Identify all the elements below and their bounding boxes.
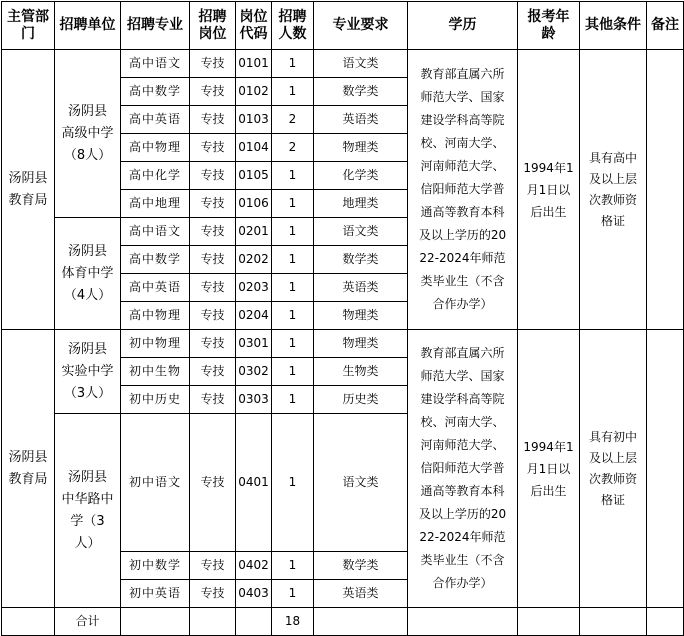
- code-cell-text: 0401: [238, 475, 269, 489]
- unit-cell: [55, 50, 121, 218]
- table-row: [2, 330, 684, 358]
- code-cell: [236, 358, 272, 386]
- count-cell: [272, 246, 314, 274]
- total-empty: [314, 608, 408, 636]
- total-count: [272, 608, 314, 636]
- total-empty: [236, 608, 272, 636]
- post-cell: [190, 218, 236, 246]
- major-cell-text: 初中物理: [128, 336, 181, 350]
- header-unit: 招聘单位: [55, 2, 121, 50]
- count-cell-text: 1: [288, 196, 297, 210]
- major-cell-text: 初中英语: [128, 586, 181, 600]
- req-cell-text: 化学类: [342, 168, 379, 182]
- unit-cell-text: 汤阴县 中华路中 学（3 人）: [61, 469, 114, 551]
- major-cell-text: 高中英语: [128, 112, 181, 126]
- req-cell-text: 数学类: [342, 84, 379, 98]
- count-cell: [272, 414, 314, 552]
- post-cell-text: 专技: [200, 336, 225, 350]
- req-cell-text: 语文类: [342, 56, 379, 70]
- header-age: 报考年 龄: [518, 2, 580, 50]
- req-cell: [314, 302, 408, 330]
- post-cell-text: 专技: [200, 252, 225, 266]
- post-cell-text: 专技: [200, 280, 225, 294]
- req-cell: [314, 552, 408, 580]
- other-cell-text: 具有高中 及以上层 次教师资 格证: [588, 150, 637, 228]
- recruitment-table: [1, 1, 684, 636]
- age-cell: [518, 330, 580, 608]
- count-cell: [272, 162, 314, 190]
- req-cell-text: 物理类: [342, 336, 379, 350]
- code-cell: [236, 246, 272, 274]
- other-cell-text: 具有初中 及以上层 次教师资 格证: [588, 429, 637, 507]
- note-cell: [647, 330, 684, 608]
- dept-cell-text: 汤阴县 教育局: [8, 170, 48, 208]
- major-cell: [121, 358, 190, 386]
- code-cell-text: 0106: [238, 196, 269, 210]
- post-cell: [190, 330, 236, 358]
- count-cell: [272, 302, 314, 330]
- count-cell-text: 1: [288, 475, 297, 489]
- post-cell-text: 专技: [200, 392, 225, 406]
- count-cell-text: 1: [288, 364, 297, 378]
- total-label-text: 合计: [75, 614, 100, 628]
- count-cell-text: 1: [288, 308, 297, 322]
- code-cell: [236, 552, 272, 580]
- major-cell: [121, 246, 190, 274]
- req-cell-text: 语文类: [342, 475, 379, 489]
- age-cell-text: 1994年1 月1日以 后出生: [523, 160, 574, 219]
- other-cell: [580, 50, 647, 330]
- count-cell-text: 1: [288, 224, 297, 238]
- dept-cell: [2, 330, 55, 608]
- req-cell: [314, 246, 408, 274]
- header-count: 招聘 人数: [272, 2, 314, 50]
- code-cell-text: 0105: [238, 168, 269, 182]
- code-cell: [236, 274, 272, 302]
- req-cell: [314, 50, 408, 78]
- major-cell: [121, 274, 190, 302]
- education-cell: [408, 50, 518, 330]
- post-cell: [190, 106, 236, 134]
- count-cell: [272, 190, 314, 218]
- unit-cell: [55, 218, 121, 330]
- count-cell: [272, 274, 314, 302]
- post-cell: [190, 580, 236, 608]
- count-cell-text: 1: [288, 558, 297, 572]
- major-cell-text: 初中生物: [128, 364, 181, 378]
- total-empty: [2, 608, 55, 636]
- header-code: 岗位 代码: [236, 2, 272, 50]
- major-cell-text: 高中英语: [128, 280, 181, 294]
- req-cell: [314, 218, 408, 246]
- count-cell: [272, 386, 314, 414]
- code-cell: [236, 386, 272, 414]
- req-cell: [314, 78, 408, 106]
- post-cell-text: 专技: [200, 308, 225, 322]
- req-cell: [314, 358, 408, 386]
- count-cell-text: 1: [288, 280, 297, 294]
- major-cell: [121, 218, 190, 246]
- dept-cell-text: 汤阴县 教育局: [8, 449, 48, 487]
- code-cell: [236, 302, 272, 330]
- req-cell: [314, 414, 408, 552]
- count-cell: [272, 330, 314, 358]
- header-post: 招聘 岗位: [190, 2, 236, 50]
- post-cell-text: 专技: [200, 84, 225, 98]
- code-cell: [236, 218, 272, 246]
- major-cell-text: 高中数学: [128, 252, 181, 266]
- age-cell: [518, 50, 580, 330]
- code-cell-text: 0302: [238, 364, 269, 378]
- code-cell: [236, 330, 272, 358]
- post-cell: [190, 274, 236, 302]
- req-cell-text: 数学类: [342, 252, 379, 266]
- major-cell: [121, 162, 190, 190]
- post-cell: [190, 190, 236, 218]
- note-cell: [647, 50, 684, 330]
- header-dept: 主管部 门: [2, 2, 55, 50]
- header-other: 其他条件: [580, 2, 647, 50]
- total-label: [55, 608, 121, 636]
- code-cell-text: 0301: [238, 336, 269, 350]
- header-edu: 学历: [408, 2, 518, 50]
- total-empty: [647, 608, 684, 636]
- major-cell: [121, 106, 190, 134]
- education-cell-text: 教育部直属六所 师范大学、国家 建设学科高等院 校、河南大学、 河南师范大学、 信阳师范大学普 通高等教育本科 及以上学历的20 22-2024年师范 类毕业生（不含 合作办学）: [418, 67, 507, 311]
- req-cell: [314, 386, 408, 414]
- major-cell-text: 高中物理: [128, 308, 181, 322]
- post-cell-text: 专技: [200, 586, 225, 600]
- major-cell: [121, 330, 190, 358]
- unit-cell: [55, 414, 121, 608]
- education-cell-text: 教育部直属六所 师范大学、国家 建设学科高等院 校、河南大学、 河南师范大学、 信阳师范大学普 通高等教育本科 及以上学历的20 22-2024年师范 类毕业生（不含 合作办学）: [418, 346, 507, 590]
- req-cell-text: 物理类: [342, 140, 379, 154]
- post-cell-text: 专技: [200, 364, 225, 378]
- req-cell: [314, 190, 408, 218]
- post-cell-text: 专技: [200, 168, 225, 182]
- req-cell-text: 数学类: [342, 558, 379, 572]
- req-cell-text: 英语类: [342, 586, 379, 600]
- major-cell: [121, 552, 190, 580]
- code-cell-text: 0103: [238, 112, 269, 126]
- major-cell-text: 高中语文: [128, 56, 181, 70]
- req-cell: [314, 580, 408, 608]
- post-cell: [190, 302, 236, 330]
- req-cell: [314, 106, 408, 134]
- unit-cell-text: 汤阴县 高级中学 （8人）: [61, 103, 114, 163]
- code-cell: [236, 414, 272, 552]
- dept-cell: [2, 50, 55, 330]
- major-cell-text: 高中语文: [128, 224, 181, 238]
- unit-cell: [55, 330, 121, 414]
- major-cell: [121, 386, 190, 414]
- code-cell-text: 0303: [238, 392, 269, 406]
- post-cell: [190, 134, 236, 162]
- count-cell-text: 1: [288, 392, 297, 406]
- header-note: 备注: [647, 2, 684, 50]
- post-cell: [190, 162, 236, 190]
- post-cell: [190, 358, 236, 386]
- post-cell-text: 专技: [200, 140, 225, 154]
- post-cell: [190, 386, 236, 414]
- header-major: 招聘专业: [121, 2, 190, 50]
- major-cell: [121, 50, 190, 78]
- major-cell: [121, 190, 190, 218]
- code-cell: [236, 134, 272, 162]
- count-cell: [272, 78, 314, 106]
- count-cell: [272, 552, 314, 580]
- major-cell: [121, 302, 190, 330]
- code-cell: [236, 78, 272, 106]
- code-cell: [236, 106, 272, 134]
- count-cell: [272, 218, 314, 246]
- post-cell: [190, 246, 236, 274]
- code-cell: [236, 50, 272, 78]
- req-cell: [314, 134, 408, 162]
- count-cell: [272, 580, 314, 608]
- table-row: [2, 50, 684, 78]
- post-cell: [190, 50, 236, 78]
- code-cell-text: 0102: [238, 84, 269, 98]
- total-empty: [518, 608, 580, 636]
- major-cell-text: 高中物理: [128, 140, 181, 154]
- count-cell-text: 1: [288, 586, 297, 600]
- code-cell-text: 0101: [238, 56, 269, 70]
- major-cell-text: 高中化学: [128, 168, 181, 182]
- education-cell: [408, 330, 518, 608]
- unit-cell-text: 汤阴县 体育中学 （4人）: [61, 243, 114, 303]
- post-cell-text: 专技: [200, 224, 225, 238]
- code-cell-text: 0402: [238, 558, 269, 572]
- code-cell-text: 0104: [238, 140, 269, 154]
- other-cell: [580, 330, 647, 608]
- code-cell-text: 0202: [238, 252, 269, 266]
- req-cell-text: 历史类: [342, 392, 379, 406]
- req-cell-text: 英语类: [342, 280, 379, 294]
- req-cell: [314, 274, 408, 302]
- post-cell: [190, 552, 236, 580]
- post-cell-text: 专技: [200, 112, 225, 126]
- post-cell-text: 专技: [200, 196, 225, 210]
- major-cell-text: 高中数学: [128, 84, 181, 98]
- post-cell-text: 专技: [200, 558, 225, 572]
- total-empty: [121, 608, 190, 636]
- total-row: [2, 608, 684, 636]
- post-cell-text: 专技: [200, 475, 225, 489]
- req-cell: [314, 162, 408, 190]
- major-cell: [121, 414, 190, 552]
- major-cell: [121, 78, 190, 106]
- count-cell-text: 1: [288, 168, 297, 182]
- req-cell-text: 英语类: [342, 112, 379, 126]
- count-cell-text: 1: [288, 336, 297, 350]
- count-cell-text: 1: [288, 56, 297, 70]
- count-cell-text: 2: [288, 112, 297, 126]
- count-cell: [272, 106, 314, 134]
- req-cell-text: 生物类: [342, 364, 379, 378]
- count-cell: [272, 358, 314, 386]
- post-cell-text: 专技: [200, 56, 225, 70]
- major-cell: [121, 580, 190, 608]
- major-cell-text: 高中地理: [128, 196, 181, 210]
- code-cell: [236, 190, 272, 218]
- total-empty: [408, 608, 518, 636]
- req-cell-text: 地理类: [342, 196, 379, 210]
- code-cell-text: 0403: [238, 586, 269, 600]
- post-cell: [190, 414, 236, 552]
- code-cell-text: 0203: [238, 280, 269, 294]
- major-cell-text: 初中数学: [128, 558, 181, 572]
- major-cell-text: 初中语文: [128, 475, 181, 489]
- post-cell: [190, 78, 236, 106]
- code-cell-text: 0201: [238, 224, 269, 238]
- count-cell-text: 1: [288, 84, 297, 98]
- count-cell-text: 2: [288, 140, 297, 154]
- code-cell: [236, 162, 272, 190]
- code-cell-text: 0204: [238, 308, 269, 322]
- count-cell: [272, 134, 314, 162]
- header-req: 专业要求: [314, 2, 408, 50]
- code-cell: [236, 580, 272, 608]
- total-count-text: 18: [284, 614, 301, 628]
- total-empty: [580, 608, 647, 636]
- age-cell-text: 1994年1 月1日以 后出生: [523, 439, 574, 498]
- unit-cell-text: 汤阴县 实验中学 （3人）: [61, 341, 114, 401]
- req-cell-text: 物理类: [342, 308, 379, 322]
- total-empty: [190, 608, 236, 636]
- major-cell-text: 初中历史: [128, 392, 181, 406]
- major-cell: [121, 134, 190, 162]
- header-row: [2, 2, 684, 50]
- req-cell: [314, 330, 408, 358]
- count-cell: [272, 50, 314, 78]
- req-cell-text: 语文类: [342, 224, 379, 238]
- count-cell-text: 1: [288, 252, 297, 266]
